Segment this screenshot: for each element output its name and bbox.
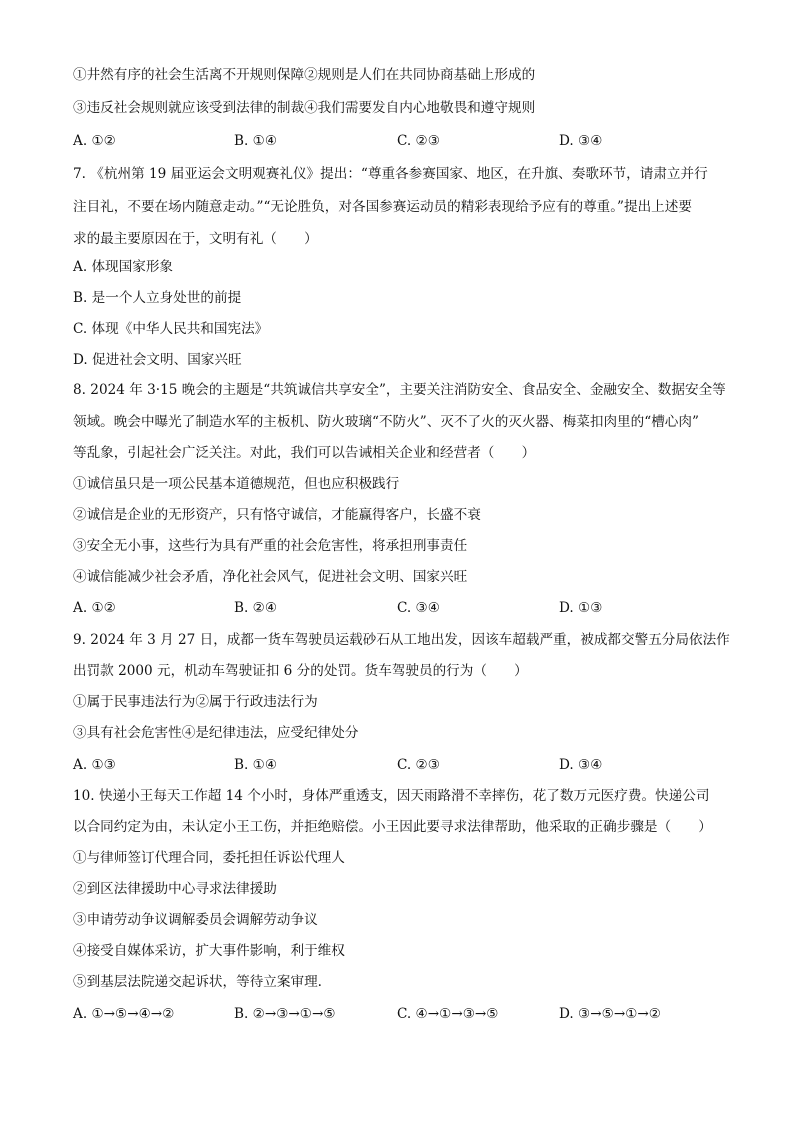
option-d: D. ③④ [559,133,603,149]
option-a: A. ①② [73,133,116,149]
question-8-stem: 等乱象，引起社会广泛关注。对此，我们可以告诫相关企业和经营者（ ） [73,445,536,461]
statement-line: ①诚信虽只是一项公民基本道德规范，但也应积极践行 [73,476,400,492]
question-7-stem: 注目礼，不要在场内随意走动。”“无论胜负，对各国参赛运动员的精彩表现给予应有的尊重。”提出上述要 [73,199,692,215]
option-c: C. ②③ [397,757,440,773]
option-b: B. ①④ [234,133,278,149]
question-7-stem: 求的最主要原因在于，文明有礼（ ） [73,231,318,247]
option-a: A. 体现国家形象 [73,259,174,275]
option-c: C. ③④ [397,600,440,616]
option-c: C. 体现《中华人民共和国宪法》 [73,321,269,337]
option-c: C. ②③ [397,133,440,149]
question-8-stem: 领域。晚会中曝光了制造水军的主板机、防火玻璃“不防火”、灭不了火的灭火器、梅菜扣肉里的“槽心肉” [73,414,699,430]
statement-line: ③具有社会危害性④是纪律违法，应受纪律处分 [73,725,359,741]
statement-line: ③安全无小事，这些行为具有严重的社会危害性，将承担刑事责任 [73,538,468,554]
statement-line: ④接受自媒体采访，扩大事件影响，利于维权 [73,943,345,959]
question-8-stem: 8. 2024 年 3·15 晚会的主题是“共筑诚信共享安全”，主要关注消防安全、食品安全、金融安全、数据安全等 [73,382,726,398]
statement-line: ③申请劳动争议调解委员会调解劳动争议 [73,912,318,928]
statement-line: ⑤到基层法院递交起诉状，等待立案审理. [73,974,323,990]
question-9-stem: 出罚款 2000 元，机动车驾驶证扣 6 分的处罚。货车驾驶员的行为（ ） [73,663,528,679]
option-a: A. ①③ [73,757,116,773]
statement-line: ①属于民事违法行为②属于行政违法行为 [73,694,318,710]
option-d: D. 促进社会文明、国家兴旺 [73,352,242,368]
option-a: A. ①→⑤→④→② [73,1006,175,1022]
question-10-stem: 10. 快递小王每天工作超 14 个小时，身体严重透支，因天雨路滑不幸摔伤，花了数万元医疗费。快递公司 [73,788,710,804]
option-b: B. 是一个人立身处世的前提 [73,290,242,306]
question-9-stem: 9. 2024 年 3 月 27 日，成都一货车驾驶员运载砂石从工地出发，因该车超载严重，被成都交警五分局依法作 [73,632,730,648]
option-b: B. ①④ [234,757,278,773]
option-a: A. ①② [73,600,116,616]
statement-line: ④诚信能减少社会矛盾，净化社会风气，促进社会文明、国家兴旺 [73,569,468,585]
option-c: C. ④→①→③→⑤ [397,1006,499,1022]
statement-line: ②诚信是企业的无形资产，只有恪守诚信，才能赢得客户，长盛不衰 [73,507,481,523]
question-7-stem: 7. 《杭州第 19 届亚运会文明观赛礼仪》提出：“尊重各参赛国家、地区，在升旗、奏歌环节，请肃立并行 [73,166,708,182]
statement-line: ①与律师签订代理合同，委托担任诉讼代理人 [73,850,345,866]
option-d: D. ①③ [559,600,603,616]
option-b: B. ②④ [234,600,278,616]
statement-line: ②到区法律援助中心寻求法律援助 [73,881,277,897]
question-10-stem: 以合同约定为由，未认定小王工伤，并拒绝赔偿。小王因此要寻求法律帮助，他采取的正确步骤是（ ） [73,819,712,835]
option-d: D. ③→⑤→①→② [559,1006,661,1022]
option-b: B. ②→③→①→⑤ [234,1006,336,1022]
option-d: D. ③④ [559,757,603,773]
statement-line: ①井然有序的社会生活离不开规则保障②规则是人们在共同协商基础上形成的 [73,67,536,83]
statement-line: ③违反社会规则就应该受到法律的制裁④我们需要发自内心地敬畏和遵守规则 [73,100,536,116]
